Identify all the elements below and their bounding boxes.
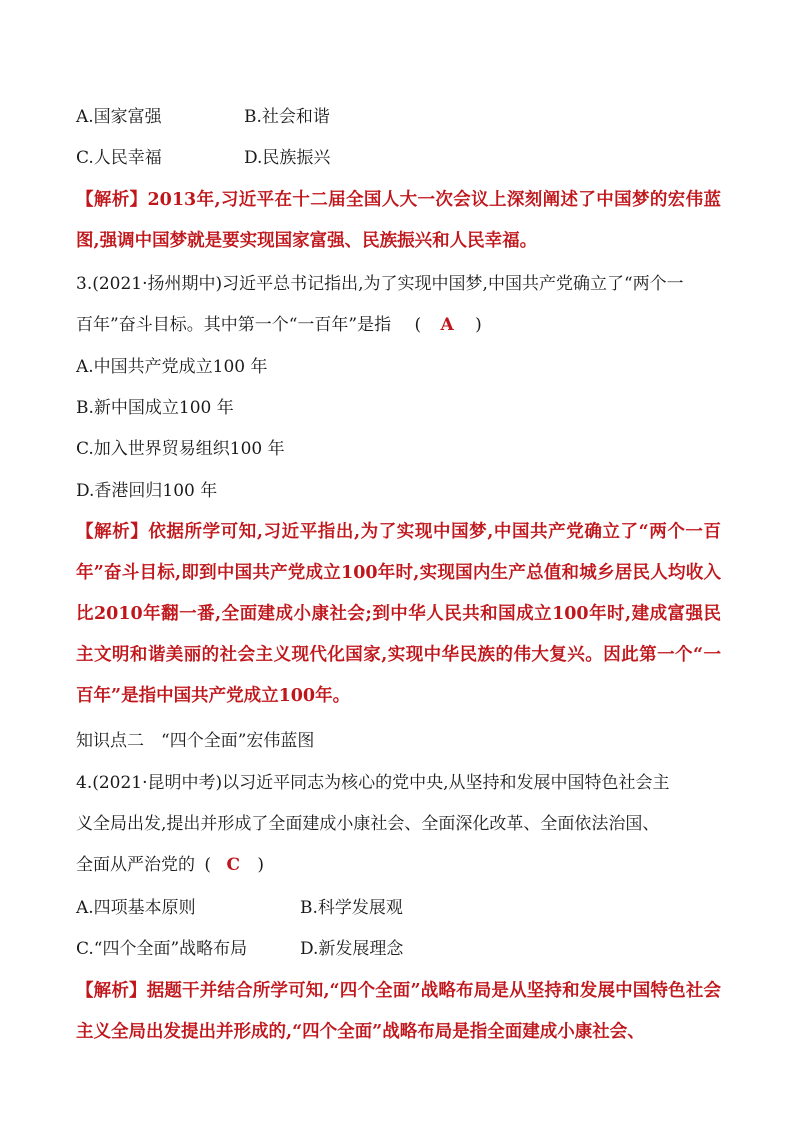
q4-answer-paren-close: ) <box>257 855 265 875</box>
q3-option-d-row <box>76 479 217 503</box>
q2-option-d-wrap <box>244 146 330 170</box>
q3-option-d: D.香港回归100 年 <box>76 481 218 501</box>
q3-explanation-tag: 【解析】 <box>76 522 149 542</box>
q2-option-a: A.国家富强 <box>76 107 162 127</box>
q3-explanation <box>76 512 721 717</box>
q4-answer: C <box>226 855 240 875</box>
q4-option-a-row <box>76 896 196 920</box>
q2-option-d: D.民族振兴 <box>244 148 331 168</box>
q2-option-row-1 <box>76 105 162 129</box>
q4-stem-line-3 <box>76 853 264 877</box>
q4-option-d-row <box>300 937 403 961</box>
q4-stem-text-1: 4.(2021·昆明中考)以习近平同志为核心的党中央,从坚持和发展中国特色社会主 <box>76 773 670 793</box>
q4-option-b-row <box>300 896 403 920</box>
q3-option-c: C.加入世界贸易组织100 年 <box>76 439 285 459</box>
q4-option-c: C.“四个全面”战略布局 <box>76 939 248 959</box>
q2-option-c: C.人民幸福 <box>76 148 162 168</box>
section-title-text: 知识点二 “四个全面”宏伟蓝图 <box>76 731 315 751</box>
q4-option-c-row <box>76 937 247 961</box>
q2-option-row-2 <box>76 146 162 170</box>
q3-option-b: B.新中国成立100 年 <box>76 398 234 418</box>
q2-option-b-wrap <box>244 105 330 129</box>
q4-stem-text-3: 全面从严治党的 <box>76 855 195 875</box>
q3-stem-text-1: 3.(2021·扬州期中)习近平总书记指出,为了实现中国梦,中国共产党确立了“两个一 <box>76 274 684 294</box>
q2-explanation <box>76 180 721 262</box>
section-title <box>76 729 314 753</box>
q3-answer-paren-open: ( <box>414 315 422 335</box>
q3-explanation-text: 依据所学可知,习近平指出,为了实现中国梦,中国共产党确立了“两个一百年”奋斗目标,即到中国共产党成立100年时,实现国内生产总值和城乡居民人均收入比2010年翻一番,全面建成小康社会;到中华人民共和国成立100年时,建成富强民主文明和谐美丽的社会主义现代化国家,实现中华民族的伟大复兴。因此第一个“一百年”是指中国共产党成立100年。 <box>76 522 721 706</box>
q3-option-a-row <box>76 355 268 379</box>
q4-option-b: B.科学发展观 <box>300 898 403 918</box>
q4-explanation-text: 据题干并结合所学可知,“四个全面”战略布局是从坚持和发展中国特色社会主义全局出发提出并形成的,“四个全面”战略布局是指全面建成小康社会、 <box>76 981 721 1042</box>
q4-option-a: A.四项基本原则 <box>76 898 196 918</box>
q3-stem-text-2: 百年”奋斗目标。其中第一个“一百年”是指 <box>76 315 392 335</box>
q4-explanation <box>76 971 721 1053</box>
q3-option-c-row <box>76 437 285 461</box>
q3-option-a: A.中国共产党成立100 年 <box>76 357 268 377</box>
q2-option-b: B.社会和谐 <box>244 107 330 127</box>
q4-explanation-tag: 【解析】 <box>76 981 147 1001</box>
q3-stem-line-1 <box>76 272 684 296</box>
q3-answer-paren-close: ) <box>475 315 482 335</box>
q2-explanation-tag: 【解析】 <box>76 190 148 210</box>
q4-stem-text-2: 义全局出发,提出并形成了全面建成小康社会、全面深化改革、全面依法治国、 <box>76 814 660 834</box>
q3-stem-line-2 <box>76 313 482 337</box>
q4-option-d: D.新发展理念 <box>300 939 404 959</box>
q4-answer-paren-open: ( <box>204 855 212 875</box>
q4-stem-line-1 <box>76 771 670 795</box>
q3-option-b-row <box>76 396 234 420</box>
q4-stem-line-2 <box>76 812 659 836</box>
q2-explanation-text: 2013年,习近平在十二届全国人大一次会议上深刻阐述了中国梦的宏伟蓝图,强调中国梦就是要实现国家富强、民族振兴和人民幸福。 <box>76 190 722 251</box>
q3-answer: A <box>440 315 454 335</box>
